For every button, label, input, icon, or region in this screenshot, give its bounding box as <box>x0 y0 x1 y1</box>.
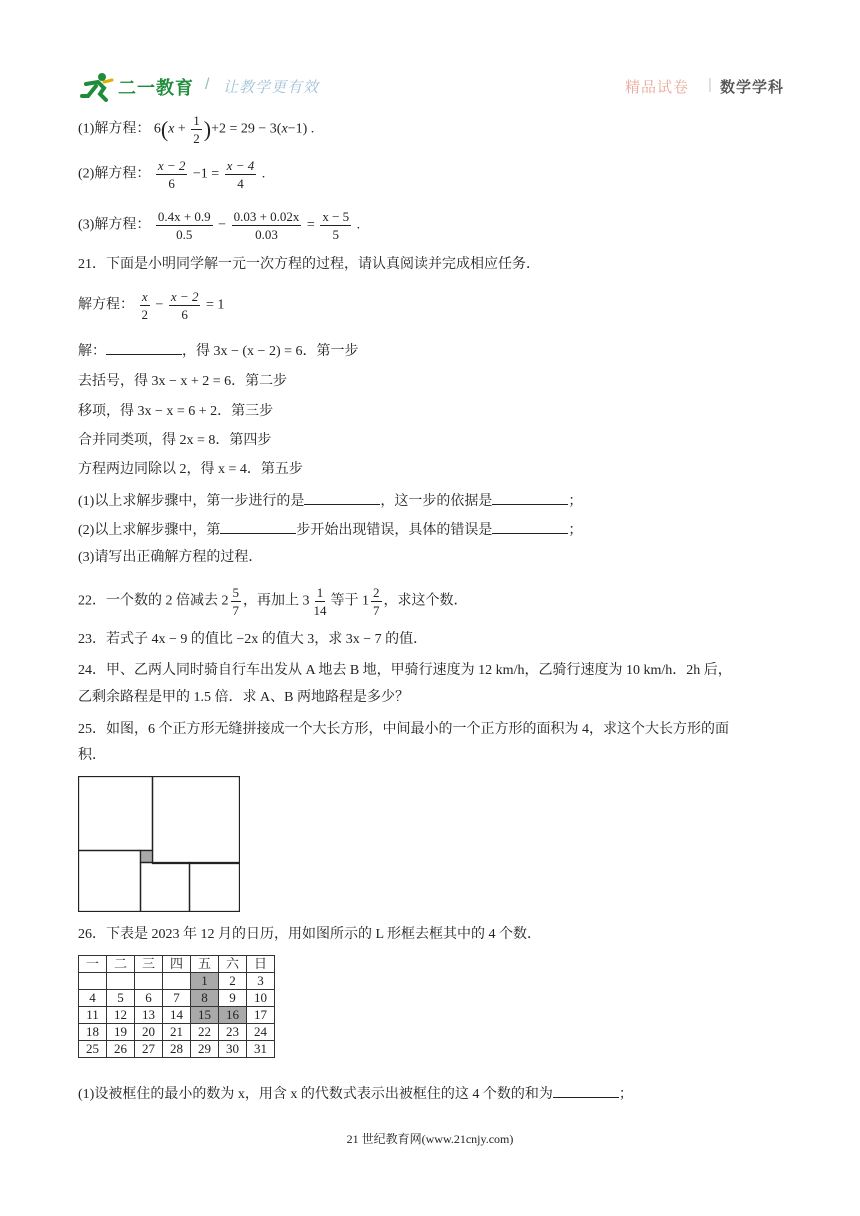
calendar-cell: 15 <box>191 1007 219 1024</box>
calendar-cell: 10 <box>247 990 275 1007</box>
calendar-header-cell: 二 <box>107 956 135 973</box>
calendar-cell: 6 <box>135 990 163 1007</box>
calendar-cell: 22 <box>191 1024 219 1041</box>
calendar-cell: 4 <box>79 990 107 1007</box>
q20-part2: (2)解方程： $\frac{x - 2}{6}$ −1 = $\frac{x - 4}{4}$ . <box>78 158 266 191</box>
q21-step3: 移项，得 3x − x = 6 + 2．第三步 <box>78 404 274 419</box>
header-subject: 数学学科 <box>720 79 785 96</box>
calendar-cell: 1 <box>191 973 219 990</box>
runner-logo-icon <box>80 72 114 102</box>
q21-task1: (1)以上求解步骤中，第一步进行的是 ，这一步的依据是 ； <box>78 490 582 512</box>
calendar-cell: 27 <box>135 1041 163 1058</box>
header-slogan: 让教学更有效 <box>223 79 320 96</box>
header-slash: / <box>205 76 210 93</box>
brand-name: 二一教育 <box>118 78 194 98</box>
calendar-cell: 25 <box>79 1041 107 1058</box>
q22: 22．一个数的 2 倍减去 2 $\frac{5}{7}$ ，再加上 3 $\frac{1}{14}$ 等于 1 $\frac{2}{7}$ ，求这个数． <box>78 585 468 618</box>
q21-step2: 去括号，得 3x − x + 2 = 6．第二步 <box>78 374 288 389</box>
calendar-header-cell: 四 <box>163 956 191 973</box>
calendar-cell: 26 <box>107 1041 135 1058</box>
calendar-cell: 19 <box>107 1024 135 1041</box>
calendar-row <box>79 990 275 1007</box>
calendar-cell: 5 <box>107 990 135 1007</box>
header-label: 精品试卷 <box>625 79 690 96</box>
squares-figure <box>78 776 240 912</box>
calendar-cell: 24 <box>247 1024 275 1041</box>
calendar-header-cell: 一 <box>79 956 107 973</box>
calendar-cell: 28 <box>163 1041 191 1058</box>
calendar-header-cell: 五 <box>191 956 219 973</box>
calendar-cell: 13 <box>135 1007 163 1024</box>
calendar-cell <box>135 973 163 990</box>
q25-line2: 积． <box>78 748 106 763</box>
answer-blank <box>492 519 568 534</box>
calendar-cell: 3 <box>247 973 275 990</box>
q20-part3: (3)解方程： $\frac{0.4x + 0.9}{0.5}$ − $\frac{0.03 + 0.02x}{0.03}$ = $\frac{x - 5}{5}$ . <box>78 209 361 242</box>
calendar-cell: 8 <box>191 990 219 1007</box>
calendar-cell: 31 <box>247 1041 275 1058</box>
q24-line1: 24．甲、乙两人同时骑自行车出发从 A 地去 B 地，甲骑行速度为 12 km/h，乙骑行速度为 10 km/h．2h 后， <box>78 663 732 678</box>
answer-blank <box>553 1083 619 1098</box>
calendar-cell: 21 <box>163 1024 191 1041</box>
calendar-cell: 20 <box>135 1024 163 1041</box>
calendar-cell: 23 <box>219 1024 247 1041</box>
header-divider: | <box>708 76 712 93</box>
q21-title: 21．下面是小明同学解一元一次方程的过程，请认真阅读并完成相应任务． <box>78 257 540 272</box>
calendar-cell: 30 <box>219 1041 247 1058</box>
calendar-table <box>78 955 275 1058</box>
calendar-cell <box>107 973 135 990</box>
q25-line1: 25．如图，6 个正方形无缝拼接成一个大长方形，中间最小的一个正方形的面积为 4，求这个大长方形的面 <box>78 722 729 737</box>
q21-step5: 方程两边同除以 2，得 x = 4．第五步 <box>78 462 303 477</box>
answer-blank <box>220 519 296 534</box>
q24-line2: 乙剩余路程是甲的 1.5 倍．求 A、B 两地路程是多少？ <box>78 690 409 705</box>
q23: 23．若式子 4x − 9 的值比 −2x 的值大 3，求 3x − 7 的值． <box>78 632 428 647</box>
calendar-cell: 12 <box>107 1007 135 1024</box>
answer-blank <box>492 490 568 505</box>
calendar-cell: 16 <box>219 1007 247 1024</box>
calendar-row <box>79 1007 275 1024</box>
calendar-cell: 11 <box>79 1007 107 1024</box>
q26-part1: (1)设被框住的最小的数为 x，用含 x 的代数式表示出被框住的这 4 个数的和为 ； <box>78 1083 633 1105</box>
calendar-row <box>79 973 275 990</box>
calendar-cell <box>163 973 191 990</box>
page-footer: 21 世纪教育网(www.21cnjy.com) <box>346 1132 514 1146</box>
q21-task2: (2)以上求解步骤中，第 步开始出现错误，具体的错误是 ； <box>78 519 582 541</box>
answer-blank <box>304 490 380 505</box>
calendar-row <box>79 1024 275 1041</box>
calendar-header-cell: 三 <box>135 956 163 973</box>
calendar-cell: 2 <box>219 973 247 990</box>
q21-task3: (3)请写出正确解方程的过程． <box>78 550 263 565</box>
calendar-cell: 9 <box>219 990 247 1007</box>
answer-blank <box>106 340 182 355</box>
calendar-cell: 14 <box>163 1007 191 1024</box>
q21-equation: 解方程： $\frac{x}{2}$ − $\frac{x - 2}{6}$ = 1 <box>78 289 225 322</box>
q20-part1: (1)解方程： 6(x + $\frac{1}{2}$ )+2 = 29 − 3(x−1) . <box>78 113 315 146</box>
q21-step1: 解： ，得 3x − (x − 2) = 6．第一步 <box>78 340 359 362</box>
page-header <box>0 64 860 112</box>
calendar-cell: 17 <box>247 1007 275 1024</box>
q21-step4: 合并同类项，得 2x = 8．第四步 <box>78 433 272 448</box>
calendar-cell: 18 <box>79 1024 107 1041</box>
calendar-row <box>79 1041 275 1058</box>
calendar-header-cell: 六 <box>219 956 247 973</box>
calendar-cell: 29 <box>191 1041 219 1058</box>
calendar-cell: 7 <box>163 990 191 1007</box>
calendar-header-cell: 日 <box>247 956 275 973</box>
q26-title: 26．下表是 2023 年 12 月的日历，用如图所示的 L 形框去框其中的 4 个数． <box>78 927 542 942</box>
calendar-cell <box>79 973 107 990</box>
